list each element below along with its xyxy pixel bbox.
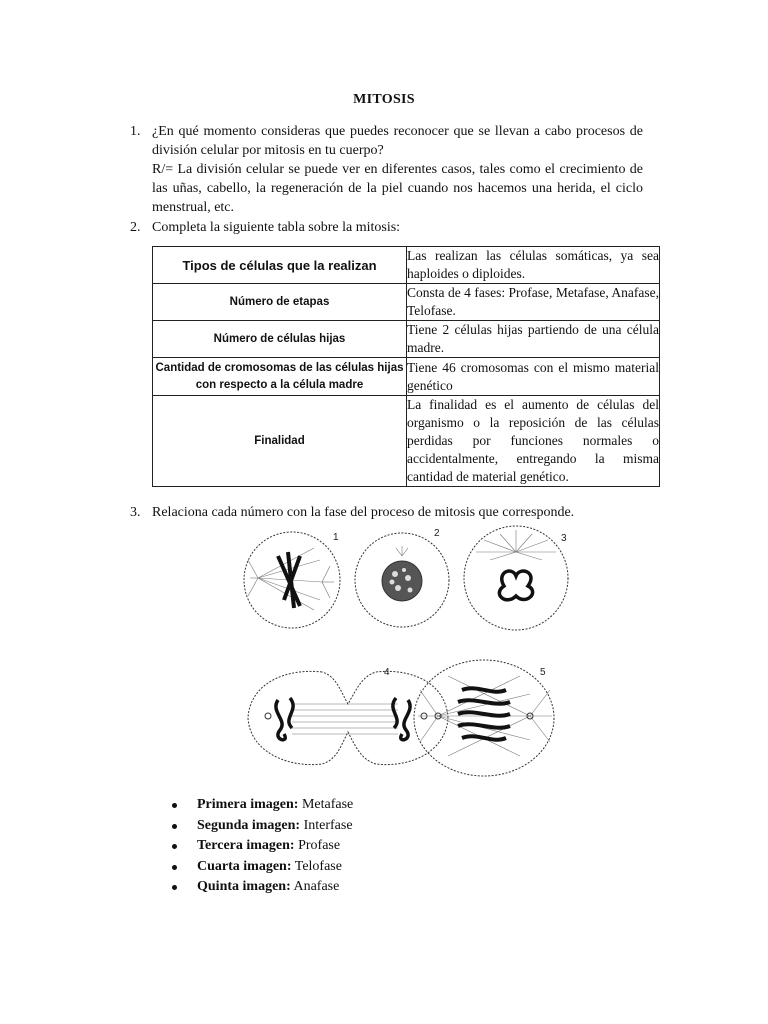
bullet-icon [172, 865, 177, 870]
table-value: Tiene 46 cromosomas con el mismo material genético [407, 358, 660, 396]
answer-value: Telofase [294, 858, 342, 874]
answer-label: Quinta imagen: [197, 879, 291, 894]
figure-number: 3 [561, 533, 567, 544]
document-title: MITOSIS [353, 92, 415, 107]
answer-value: Interfase [303, 817, 353, 833]
answer-label: Tercera imagen: [197, 838, 295, 853]
question-number: 2. [130, 220, 141, 235]
answer-value: Anafase [293, 879, 340, 894]
answer-value: Profase [298, 838, 341, 853]
figure-number: 1 [333, 532, 339, 543]
table-value: Consta de 4 fases: Profase, Metafase, Anafase, Telofase. [407, 284, 660, 321]
table-label: Número de células hijas [153, 321, 407, 358]
bullet-icon [172, 824, 177, 829]
bullet-icon [172, 844, 177, 849]
question-number: 1. [130, 124, 141, 139]
answer-text: R/= La división celular se puede ver en diferentes casos, tales como el crecimiento de las uñas, cabello, la regeneración de la piel cuando nos hacemos una herida, el ciclo menstrual, etc. [152, 162, 643, 215]
table-label: Tipos de células que la realizan [153, 247, 407, 284]
table-label: Número de etapas [153, 284, 407, 321]
bullet-icon [172, 803, 177, 808]
answer-label: Segunda imagen: [197, 817, 301, 833]
list-item [172, 795, 353, 816]
answer-label: Primera imagen: [197, 797, 299, 812]
cell-figure-3 [464, 526, 568, 630]
bullet-icon [172, 885, 177, 890]
list-item [172, 877, 353, 898]
question-text: ¿En qué momento consideras que puedes reconocer que se llevan a cabo procesos de división celular por mitosis en tu cuerpo? [152, 124, 643, 158]
table-label: Finalidad [153, 396, 407, 487]
table-value: Tiene 2 células hijas partiendo de una célula madre. [407, 321, 660, 358]
question-text: Relaciona cada número con la fase del proceso de mitosis que corresponde. [152, 505, 575, 520]
cell-figure-4 [248, 671, 448, 764]
table-value: Las realizan las células somáticas, ya sea haploides o diploides. [407, 247, 660, 284]
cell-figure-2 [355, 533, 449, 627]
list-item [172, 836, 353, 857]
table-value: La finalidad es el aumento de células del organismo o la reposición de las células perdidas por funciones normales o accidentalmente, entregando la misma cantidad de material genético. [407, 396, 660, 487]
question-text: Completa la siguiente tabla sobre la mitosis: [152, 220, 401, 235]
figure-number: 2 [434, 528, 440, 539]
list-item [172, 857, 353, 878]
list-item [172, 816, 353, 837]
answer-value: Metafase [301, 797, 354, 812]
answer-list [172, 795, 353, 898]
table-label: Cantidad de cromosomas de las células hijas con respecto a la célula madre [153, 358, 407, 396]
cell-figure-5 [414, 660, 554, 776]
cell-figure-1 [244, 532, 340, 628]
answer-label: Cuarta imagen: [197, 858, 292, 874]
question-number: 3. [130, 505, 141, 520]
figure-number: 4 [384, 667, 390, 678]
figure-number: 5 [540, 667, 546, 678]
